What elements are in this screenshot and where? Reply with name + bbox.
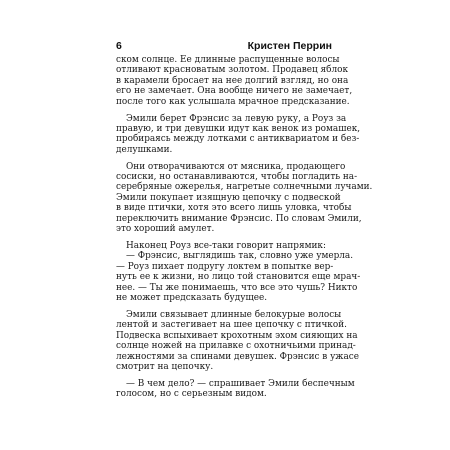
text-line: лежностями за спинами девушек. Фрэнсис в ужасе (116, 351, 359, 362)
text-line: его не замечает. Она вообще ничего не замечает, (116, 86, 353, 97)
text-line: это хороший амулет. (116, 224, 215, 235)
text-line: лентой и застегивает на шее цепочку с птичкой. (116, 320, 347, 331)
text-line: нее. — Ты же понимаешь, что все это чушь? Никто (116, 282, 358, 293)
paragraph-gap (116, 303, 331, 310)
paragraph-gap (116, 372, 331, 379)
text-line: в виде птички, хотя это всего лишь уловка, чтобы (116, 203, 352, 214)
text-line: после того как услышала мрачное предсказание. (116, 96, 350, 107)
text-line: Наконец Роуз все-таки говорит напрямик: (126, 241, 326, 252)
body-text (116, 55, 373, 400)
text-line: отливают красноватым золотом. Продавец яблок (116, 65, 349, 76)
text-line: Они отворачиваются от мясника, продающего (126, 161, 346, 172)
text-line: делушками. (116, 144, 173, 155)
text-line: голосом, но с серьезным видом. (116, 389, 267, 400)
text-line: сосиски, но останавливаются, чтобы погладить на- (116, 172, 358, 183)
text-line: — Роуз пихает подругу локтем в попытке вер- (116, 261, 334, 272)
text-line: переключить внимание Фрэнсис. По словам Эмили, (116, 213, 362, 224)
text-line: Эмили связывает длинные белокурые волосы (126, 309, 342, 320)
text-line: смотрит на цепочку. (116, 361, 214, 372)
text-line: пробираясь между лотками с антиквариатом и без- (116, 134, 360, 145)
text-line: солнце ножей на прилавке с охотничьими принад- (116, 341, 356, 352)
page-header (116, 40, 332, 54)
paragraph-gap (116, 155, 331, 162)
paragraph-gap (116, 107, 331, 114)
text-line: Подвеска вспыхивает крохотным эхом сияющих на (116, 330, 358, 341)
text-line: не может предсказать будущее. (116, 292, 268, 303)
page-number: 6 (116, 40, 122, 52)
running-title: Кристен Перрин (247, 40, 332, 52)
text-line: — В чем дело? — спрашивает Эмили беспечным (126, 378, 355, 389)
text-line: Эмили покупает изящную цепочку с подвеской (116, 192, 341, 203)
text-line: правую, и три девушки идут как венок из ромашек, (116, 123, 361, 134)
text-line: — Фрэнсис, выглядишь так, словно уже умерла. (126, 251, 354, 262)
text-line: ском солнце. Ее длинные распущенные волосы (116, 55, 340, 65)
text-line: серебряные ожерелья, нагретые солнечными лучами. (116, 182, 373, 193)
text-line: нуть ее к жизни, но лицо той становится еще мрач- (116, 272, 361, 283)
text-line: Эмили берет Фрэнсис за левую руку, а Роуз за (126, 113, 347, 124)
paragraph-gap (116, 234, 331, 241)
text-line: в карамели бросает на нее долгий взгляд, но она (116, 75, 349, 86)
